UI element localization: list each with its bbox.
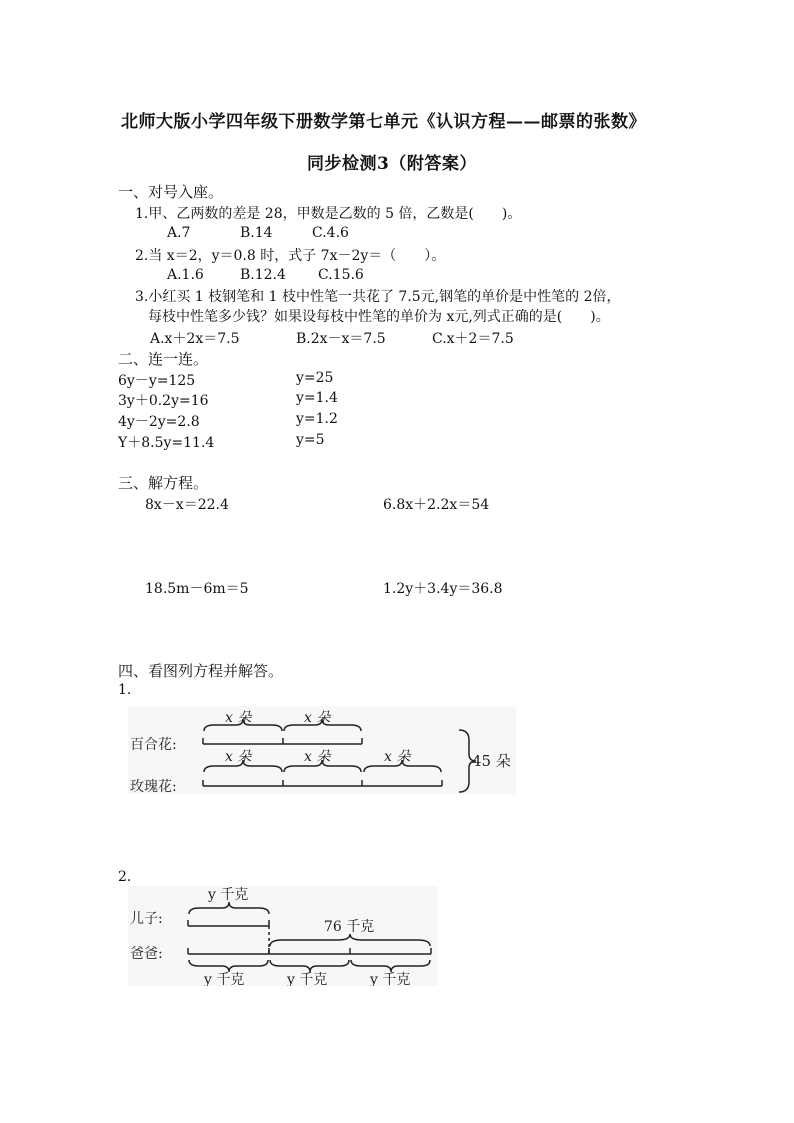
flower-diagram — [128, 706, 516, 794]
section2-heading: 二、连一连。 — [118, 350, 209, 368]
page-title-line2: 同步检测3（附答案） — [307, 154, 477, 174]
weight-diagram-svg — [128, 886, 438, 986]
q3-option-b: B.2x－x＝7.5 — [296, 331, 386, 347]
fig2-row1-label: 儿子: — [130, 911, 163, 927]
fig1-unit-label-5: x 朵 — [384, 749, 411, 765]
fig2-diff-label: 76 千克 — [324, 919, 375, 935]
q2-text: 2.当 x＝2，y＝0.8 时，式子 7x－2y＝（ ）。 — [135, 248, 446, 264]
q1-option-b: B.14 — [240, 225, 273, 241]
match-left-4: Y＋8.5y=11.4 — [118, 435, 215, 451]
fig2-unit-label-1: y 千克 — [204, 972, 245, 986]
q1-option-c: C.4.6 — [312, 225, 349, 241]
fig1-unit-label-4: x 朵 — [304, 749, 331, 765]
equation-2: 6.8x＋2.2x＝54 — [383, 497, 490, 513]
fig1-number: 1. — [118, 682, 132, 698]
q1-option-a: A.7 — [167, 225, 191, 241]
section4-heading: 四、看图列方程并解答。 — [118, 662, 284, 680]
match-right-4: y=5 — [296, 432, 325, 448]
q3-text-line2: 每枝中性笔多少钱？如果设每枝中性笔的单价为 x元,列式正确的是( )。 — [148, 309, 610, 325]
equation-3: 18.5m－6m＝5 — [145, 581, 249, 597]
match-right-3: y=1.2 — [296, 411, 338, 427]
fig1-unit-label-1: x 朵 — [225, 710, 252, 726]
fig2-son-label: y 千克 — [208, 887, 249, 903]
fig2-unit-label-2: y 千克 — [287, 972, 328, 986]
q1-text: 1.甲、乙两数的差是 28，甲数是乙数的 5 倍，乙数是( )。 — [135, 206, 522, 222]
equation-1: 8x－x＝22.4 — [145, 497, 229, 513]
section3-heading: 三、解方程。 — [118, 474, 209, 492]
fig1-row2-label: 玫瑰花: — [130, 779, 177, 794]
match-left-1: 6y－y=125 — [118, 373, 196, 389]
q2-option-b: B.12.4 — [240, 267, 286, 283]
section1-heading: 一、对号入座。 — [118, 183, 224, 201]
match-right-1: y=25 — [296, 370, 334, 386]
equation-4: 1.2y＋3.4y＝36.8 — [383, 581, 503, 597]
fig1-row1-label: 百合花: — [130, 737, 177, 753]
match-right-2: y=1.4 — [296, 390, 338, 406]
q2-option-c: C.15.6 — [318, 267, 364, 283]
match-left-3: 4y－2y=2.8 — [118, 414, 200, 430]
page-title-line1: 北师大版小学四年级下册数学第七单元《认识方程——邮票的张数》 — [121, 112, 646, 132]
fig1-unit-label-2: x 朵 — [304, 710, 331, 726]
flower-diagram-svg — [128, 706, 516, 794]
q3-option-a: A.x＋2x＝7.5 — [150, 331, 240, 347]
fig2-row2-label: 爸爸: — [130, 946, 163, 962]
q3-option-c: C.x＋2＝7.5 — [432, 331, 514, 347]
fig1-total-label: 45 朵 — [472, 752, 511, 770]
fig2-number: 2. — [118, 869, 132, 885]
fig1-unit-label-3: x 朵 — [225, 749, 252, 765]
q2-option-a: A.1.6 — [167, 267, 204, 283]
q3-text-line1: 3.小红买 1 枝钢笔和 1 枝中性笔一共花了 7.5元,钢笔的单价是中性笔的 2倍， — [135, 289, 621, 305]
fig2-unit-label-3: y 千克 — [370, 972, 411, 986]
match-left-2: 3y＋0.2y=16 — [118, 393, 209, 409]
weight-diagram — [128, 886, 438, 986]
